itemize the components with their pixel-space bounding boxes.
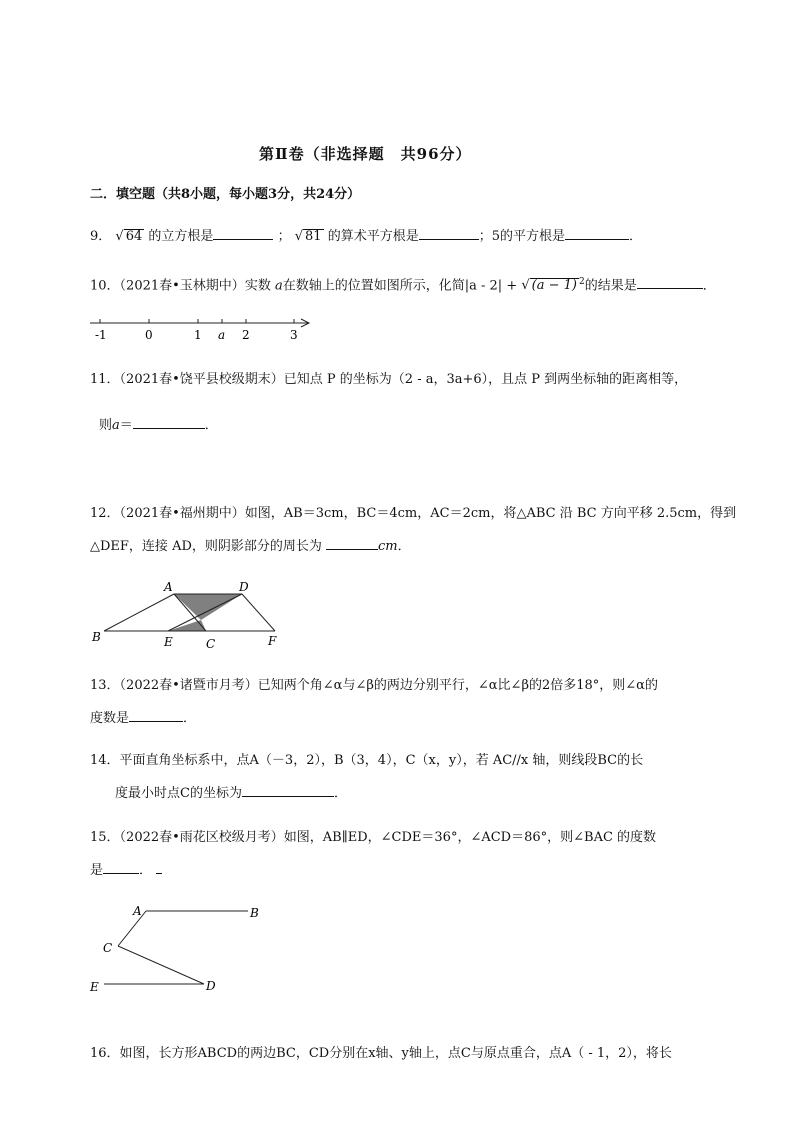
segment-AB [104,594,174,631]
label-3: 3 [290,328,298,342]
question-9 [90,226,642,246]
question-15-line-2 [90,860,162,880]
q9-text-3: ；5的平方根是 [478,229,565,244]
sqrt-64: √ 64 [115,229,143,244]
abs-expression: |a - 2| [464,278,503,294]
question-10 [90,273,716,295]
part-heading: 二．填空题（共8小题，每小题3分，共24分） [90,187,361,202]
question-11-line-1: 11．（2021春•饶平县校级期末）已知点 P 的坐标为（2 - a，3a+6），且点 P 到两坐标轴的距离相等， [90,372,688,387]
label-neg1: -1 [95,328,107,342]
label-E: E [164,635,173,649]
answer-blank[interactable] [565,226,629,240]
label-0: 0 [145,328,153,342]
q10-text-1: 实数 [244,278,271,294]
parallel-lines-figure [86,900,266,996]
q12-text: △DEF，连接 AD，则阴影部分的周长为 [90,539,322,554]
label-B: B [92,630,101,644]
answer-blank[interactable] [103,860,139,874]
question-11-line-2 [99,415,218,435]
q9-number: 9． [90,229,112,244]
answer-blank[interactable] [213,226,273,240]
segment-CD [118,946,204,984]
q13-end: ． [183,711,197,726]
translated-triangles-figure [88,578,288,650]
label-C: C [206,637,216,650]
label-E: E [90,980,99,994]
label-A: A [133,904,142,918]
q9-end: ． [629,229,643,244]
q10-text-2: 在数轴上的位置如图所示，化简 [282,278,465,294]
q10-source: （2021春•玉林期中） [119,278,245,294]
label-C: C [103,941,113,955]
label-A: A [164,580,173,594]
q14-text: 度最小时点C的坐标为 [115,786,242,801]
q15-end: ． [139,863,153,878]
answer-blank[interactable] [129,708,183,722]
question-13-line-2 [90,708,196,728]
label-D: D [206,979,216,993]
q9-text-2: 的算术平方根是 [327,229,419,244]
q10-end: ． [702,278,716,294]
answer-blank[interactable] [637,275,703,289]
q10-number: 10． [90,278,120,294]
equals-sign: ＝ [119,418,133,433]
number-line-figure [88,312,320,346]
sqrt-81: √ 81 [294,229,322,244]
label-B: B [250,906,259,920]
segment-AC [118,911,146,946]
question-13-line-1: 13．（2022春•诸暨市月考）已知两个角∠α与∠β的两边分别平行，∠α比∠β的2倍多18°，则∠α的 [90,678,658,693]
q12-end: ． [397,539,411,554]
q11-end: ． [204,418,218,433]
sqrt-expression: √ (a − 1) [521,278,577,294]
label-F: F [268,634,277,648]
q9-text-1: 的立方根是 [148,229,214,244]
q13-text: 度数是 [90,711,130,726]
shaded-region-top [174,594,242,620]
answer-blank[interactable] [156,860,162,874]
label-D: D [239,580,249,594]
answer-blank[interactable] [326,536,378,550]
q11-prefix: 则 [99,418,113,433]
answer-blank[interactable] [242,783,334,797]
q9-separator: ； [277,229,291,244]
question-14-line-2 [115,783,347,803]
label-a: a [218,328,226,342]
var-a: a [274,278,283,294]
question-16-line-1: 16．如图，长方形ABCD的两边BC，CD分别在x轴、y轴上，点C与原点重合，点A（ - 1，2），将长 [90,1046,672,1061]
q15-text: 是 [90,863,104,878]
section-title: 第Ⅱ卷（非选择题 共96分） [259,145,472,163]
question-12-line-2 [90,536,411,556]
exponent: 2 [579,277,585,287]
answer-blank[interactable] [419,226,479,240]
segment-DF [242,594,275,631]
question-12-line-1: 12．（2021春•福州期中）如图，AB＝3cm，BC＝4cm，AC＝2cm，将△ABC 沿 BC 方向平移 2.5cm，得到 [90,506,737,521]
var-a: a [112,418,120,433]
question-15-line-1: 15．（2022春•雨花区校级月考）如图，AB∥ED，∠CDE＝36°，∠ACD＝86°，则∠BAC 的度数 [90,830,657,845]
plus-sign: + [502,278,522,294]
unit-cm: cm [378,539,398,554]
label-1: 1 [194,328,202,342]
q14-end: ． [333,786,347,801]
answer-blank[interactable] [133,415,205,429]
question-14-line-1: 14．平面直角坐标系中，点A（－3，2），B（3，4），C（x，y），若 AC//x 轴，则线段BC的长 [90,753,644,768]
q10-text-3: 的结果是 [584,278,637,294]
label-2: 2 [242,328,250,342]
